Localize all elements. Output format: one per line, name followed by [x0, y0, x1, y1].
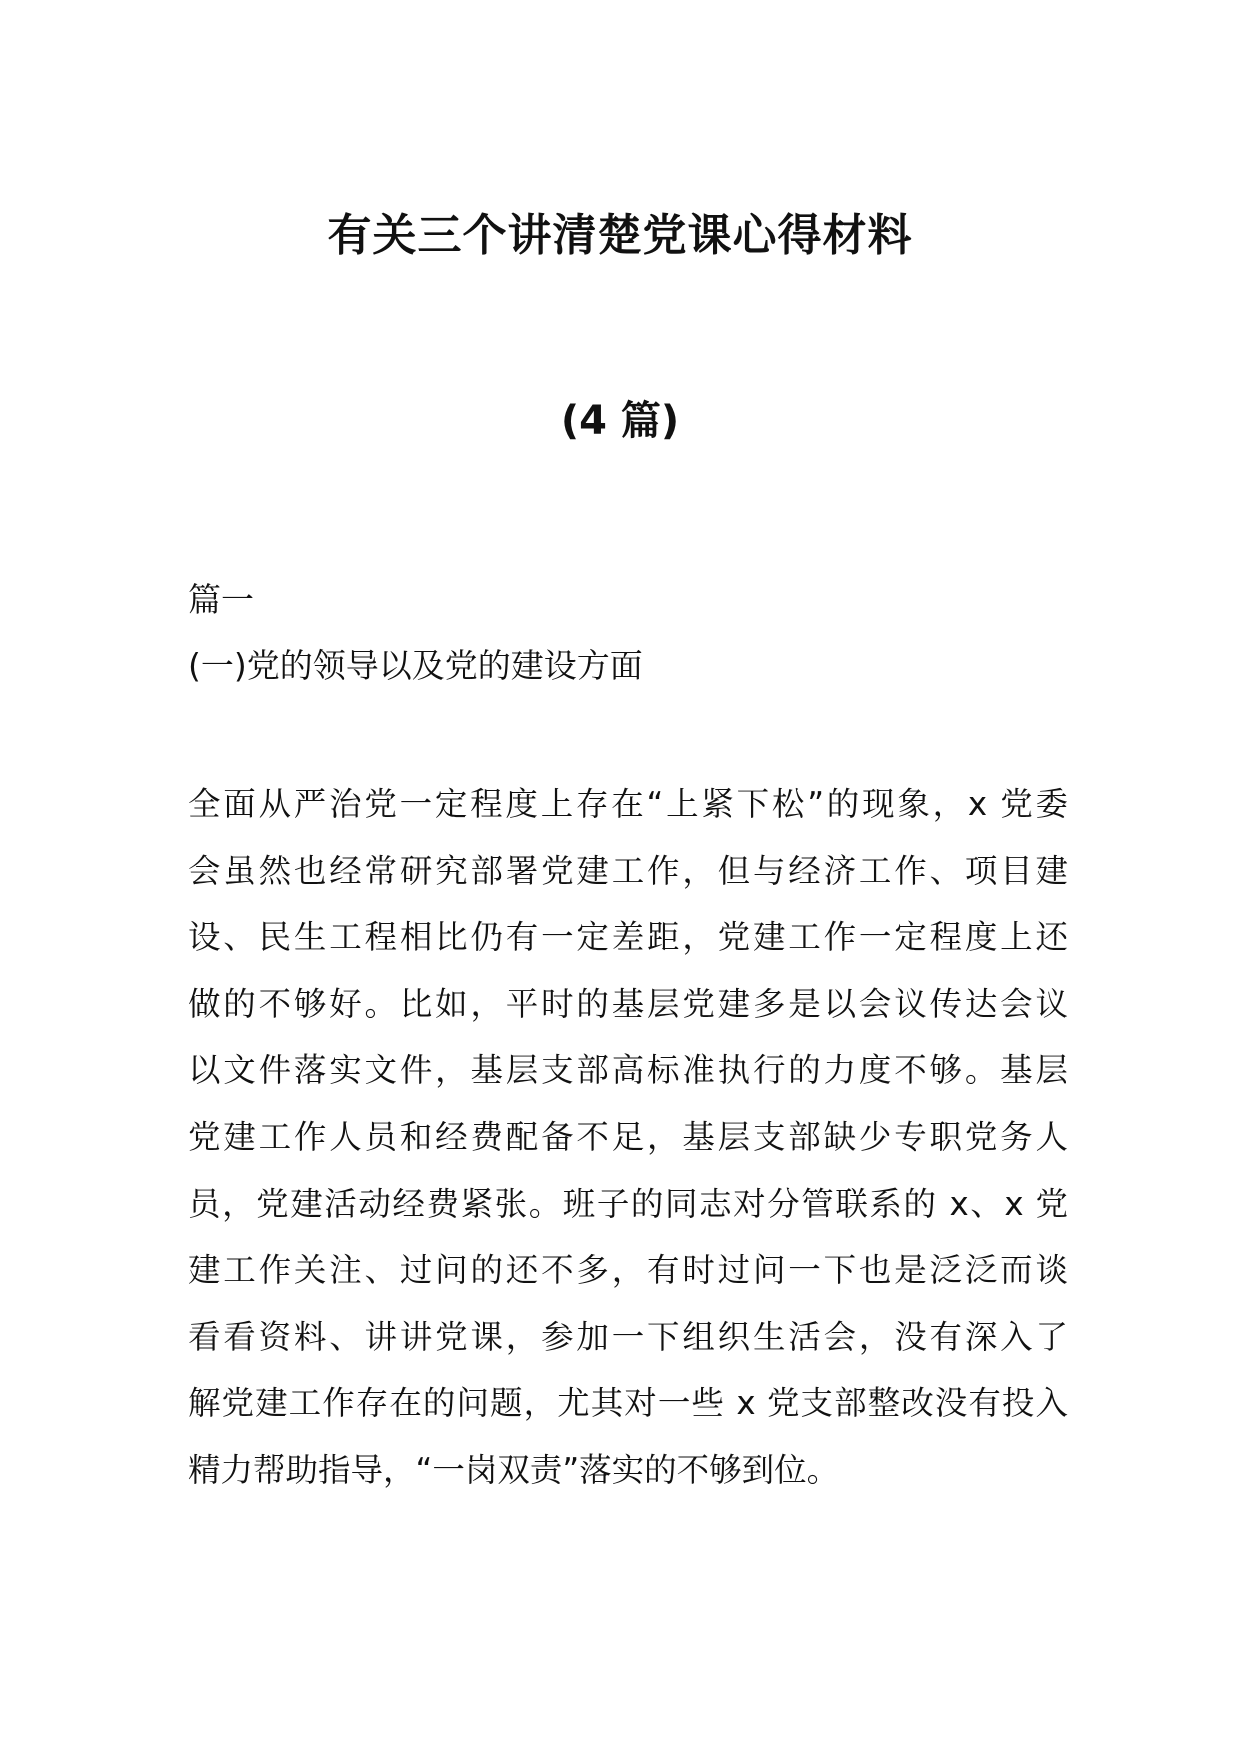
document-subtitle: (4 篇) [560, 398, 680, 444]
paragraph-line: 设、民生工程相比仍有一定差距，党建工作一定程度上还 [188, 918, 1068, 957]
paragraph-line: 解党建工作存在的问题，尤其对一些 x 党支部整改没有投入 [188, 1384, 1068, 1423]
paragraph-line: 党建工作人员和经费配备不足，基层支部缺少专职党务人 [188, 1117, 1068, 1156]
document-title: 有关三个讲清楚党课心得材料 [327, 210, 913, 261]
paragraph-line: 建工作关注、过问的还不多，有时过问一下也是泛泛而谈 [188, 1251, 1068, 1290]
paragraph-line: 精力帮助指导，“一岗双责”落实的不够到位。 [188, 1450, 840, 1489]
paragraph-line: 员，党建活动经费紧张。班子的同志对分管联系的 x、x 党 [188, 1184, 1068, 1223]
section-heading: (一)党的领导以及党的建设方面 [188, 646, 643, 685]
section-label: 篇一 [188, 580, 254, 619]
body-paragraph [188, 771, 1068, 1504]
paragraph-line: 全面从严治党一定程度上存在“上紧下松”的现象，x 党委 [188, 785, 1068, 823]
paragraph-line: 以文件落实文件，基层支部高标准执行的力度不够。基层 [188, 1051, 1068, 1090]
paragraph-line: 看看资料、讲讲党课，参加一下组织生活会，没有深入了 [188, 1317, 1068, 1356]
paragraph-line: 会虽然也经常研究部署党建工作，但与经济工作、项目建 [188, 851, 1068, 890]
paragraph-line: 做的不够好。比如，平时的基层党建多是以会议传达会议 [188, 984, 1068, 1023]
